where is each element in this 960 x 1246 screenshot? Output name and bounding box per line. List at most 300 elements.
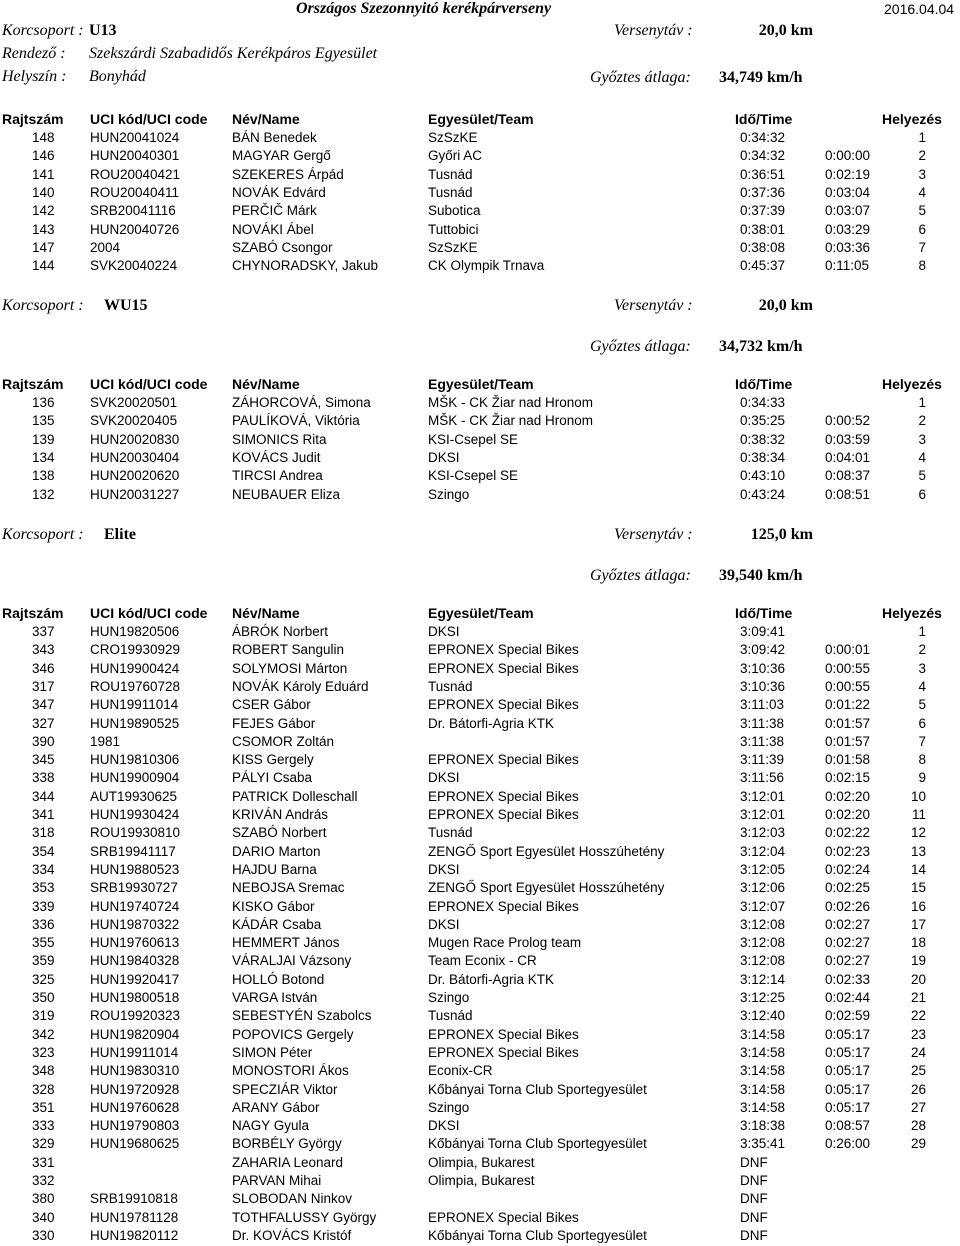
column-header-helyezes: Helyezés [882,605,942,621]
cell-team: DKSI [428,916,460,932]
cell-team: Tusnád [428,166,473,182]
cell-rajtszam: 355 [32,935,55,951]
cell-team: DKSI [428,861,460,877]
cell-gap: 0:02:59 [825,1008,871,1024]
cell-team: ZENGŐ Sport Egyesület Hosszúhetény [428,880,665,896]
cell-gap: 0:02:20 [825,807,871,822]
cell-name: KOVÁCS Judit [232,449,321,465]
cell-rank: 13 [910,843,926,859]
cell-time: 3:35:41 [740,1136,786,1152]
cell-team: EPRONEX Special Bikes [428,1209,579,1225]
rendezo-value: Szekszárdi Szabadidős Kerékpáros Egyesület [89,45,378,62]
cell-uci-code: 1981 [90,733,121,749]
table-row [0,770,960,788]
cell-time: 0:35:25 [740,413,786,429]
cell-time: 3:14:58 [740,1099,786,1115]
table-row [0,130,960,148]
cell-rank: 26 [910,1081,926,1097]
cell-rank: 23 [910,1026,926,1042]
cell-rajtszam: 132 [32,486,55,502]
cell-rajtszam: 346 [32,660,55,676]
cell-rank: 3 [918,660,926,676]
cell-uci-code: HUN19820506 [90,624,180,639]
cell-rank: 22 [910,1008,926,1024]
cell-uci-code: HUN19790803 [90,1118,180,1134]
column-header-uci: UCI kód/UCI code [90,605,208,621]
cell-rank: 17 [910,916,926,932]
table-row [0,990,960,1008]
table-row [0,752,960,770]
cell-rajtszam: 348 [32,1063,55,1079]
cell-gap: 0:02:25 [825,880,871,896]
table-row [0,807,960,825]
cell-name: HAJDU Barna [232,861,317,877]
cell-name: TOTHFALUSSY György [232,1209,377,1225]
cell-rank: 2 [918,413,926,429]
table-row [0,862,960,880]
cell-gap: 0:08:37 [825,468,871,484]
rendezo-label: Rendező : [2,45,66,62]
versenytav-label: Versenytáv : [614,526,693,543]
winner-average-value: 39,540 km/h [719,567,803,584]
cell-rank: 2 [918,642,926,658]
cell-rajtszam: 342 [32,1026,55,1042]
table-row [0,734,960,752]
cell-team: Tusnád [428,184,473,200]
korcsoport-label: Korcsoport : [2,22,84,39]
cell-uci-code: HUN19760613 [90,935,180,951]
cell-rank: 27 [910,1099,926,1115]
cell-gap: 0:03:59 [825,431,871,447]
cell-team: Dr. Bátorfi-Agria KTK [428,971,555,987]
table-row [0,1082,960,1100]
cell-gap: 0:08:51 [825,486,871,502]
cell-team: EPRONEX Special Bikes [428,660,579,676]
cell-uci-code: HUN19810306 [90,752,180,768]
cell-uci-code: HUN20020620 [90,468,180,484]
cell-uci-code: ROU19930810 [90,825,181,841]
column-header-ido: Idő/Time [735,605,793,621]
cell-uci-code: HUN19911014 [90,697,179,713]
cell-name: DARIO Marton [232,843,321,859]
cell-name: NOVÁKI Ábel [232,221,314,237]
cell-time: 3:12:01 [740,807,786,822]
cell-time: 3:10:36 [740,660,786,676]
cell-team: Szingo [428,990,470,1005]
cell-uci-code: HUN19840328 [90,953,180,969]
cell-team: Dr. Bátorfi-Agria KTK [428,715,555,731]
cell-time: 3:11:39 [740,752,785,768]
cell-rajtszam: 319 [32,1008,55,1024]
cell-rajtszam: 350 [32,990,55,1005]
cell-uci-code: SRB19941117 [90,843,176,859]
cell-rank: 19 [910,953,926,969]
cell-gap: 0:03:36 [825,239,871,255]
cell-rajtszam: 144 [32,258,55,274]
cell-gap: 0:01:58 [825,752,871,768]
column-header-helyezes: Helyezés [882,376,942,392]
cell-uci-code: HUN19900424 [90,660,180,676]
cell-rank: 5 [918,468,926,484]
cell-uci-code: HUN19870322 [90,916,180,932]
cell-uci-code: HUN20030404 [90,449,180,465]
cell-gap: 0:05:17 [825,1026,871,1042]
cell-rajtszam: 318 [32,825,55,841]
cell-team: DKSI [428,449,460,465]
table-row [0,1045,960,1063]
table-row [0,642,960,660]
cell-rank: 6 [918,715,926,731]
cell-time: 3:11:03 [740,697,785,713]
cell-team: Tusnád [428,678,473,694]
document-title: Országos Szezonnyitó kerékpárverseny [296,0,552,17]
table-row [0,716,960,734]
cell-rajtszam: 351 [32,1099,55,1115]
cell-gap: 0:03:04 [825,184,871,200]
table-row [0,1210,960,1228]
table-row [0,185,960,203]
cell-gap: 0:02:19 [825,166,871,182]
cell-rajtszam: 330 [32,1227,55,1243]
cell-name: SZABÓ Csongor [232,239,333,255]
cell-time: DNF [740,1191,768,1207]
cell-uci-code: HUN20041024 [90,130,180,145]
cell-team: Győri AC [428,148,483,164]
cell-team: MŠK - CK Žiar nad Hronom [428,395,594,410]
table-row [0,624,960,642]
cell-rajtszam: 325 [32,971,55,987]
cell-rajtszam: 344 [32,788,55,804]
cell-team: Team Econix - CR [428,953,537,969]
table-row [0,1191,960,1209]
cell-name: MAGYAR Gergő [232,148,331,164]
table-row [0,450,960,468]
cell-gap: 0:00:55 [825,678,871,694]
cell-team: EPRONEX Special Bikes [428,788,579,804]
cell-time: 3:18:38 [740,1118,786,1134]
cell-time: 3:12:14 [740,971,786,987]
table-row [0,487,960,505]
cell-time: 0:38:34 [740,449,786,465]
cell-name: NOVÁK Károly Eduárd [232,678,369,694]
column-header-team: Egyesület/Team [428,111,534,127]
table-row [0,953,960,971]
table-row [0,240,960,258]
cell-rank: 3 [918,431,926,447]
cell-uci-code: HUN19800518 [90,990,180,1005]
cell-name: SZABÓ Norbert [232,825,327,841]
column-header-rajtszam: Rajtszám [2,376,64,392]
cell-rajtszam: 380 [32,1191,55,1207]
cell-uci-code: AUT19930625 [90,788,178,804]
cell-name: CHYNORADSKY, Jakub [232,258,379,274]
cell-gap: 0:02:26 [825,898,871,914]
cell-name: NAGY Gyula [232,1118,310,1134]
cell-rajtszam: 359 [32,953,55,969]
column-header-team: Egyesület/Team [428,605,534,621]
cell-time: 0:45:37 [740,258,786,274]
cell-name: TIRCSI Andrea [232,468,323,484]
column-header-uci: UCI kód/UCI code [90,376,208,392]
cell-time: 3:11:56 [740,770,785,786]
cell-team: DKSI [428,770,460,786]
table-row [0,697,960,715]
table-row [0,1063,960,1081]
cell-uci-code: HUN20040726 [90,221,180,237]
cell-team: Tusnád [428,1008,473,1024]
cell-uci-code: HUN20031227 [90,486,180,502]
korcsoport-label: Korcsoport : [2,526,84,543]
cell-name: FEJES Gábor [232,715,316,731]
cell-uci-code: HUN19820904 [90,1026,180,1042]
cell-rank: 4 [918,184,926,200]
column-header-ido: Idő/Time [735,376,793,392]
cell-gap: 0:02:24 [825,861,871,877]
cell-uci-code: HUN19720928 [90,1081,180,1097]
cell-rank: 11 [911,807,926,822]
cell-gap: 0:04:01 [825,449,871,465]
cell-rank: 14 [910,861,926,877]
cell-name: Dr. KOVÁCS Kristóf [232,1227,352,1243]
cell-gap: 0:00:01 [825,642,871,658]
cell-team: CK Olympik Trnava [428,258,545,274]
cell-uci-code: HUN19900904 [90,770,180,786]
cell-time: 0:34:32 [740,148,786,164]
cell-rajtszam: 353 [32,880,55,896]
table-row [0,972,960,990]
cell-time: 3:14:58 [740,1081,786,1097]
cell-uci-code: HUN20040301 [90,148,180,164]
cell-gap: 0:05:17 [825,1099,871,1115]
cell-uci-code: ROU20040421 [90,166,181,182]
table-row [0,395,960,413]
cell-gap: 0:03:07 [825,203,871,219]
cell-gap: 0:05:17 [825,1081,871,1097]
column-header-uci: UCI kód/UCI code [90,111,208,127]
cell-team: KSI-Csepel SE [428,468,519,484]
cell-uci-code: SVK20040224 [90,258,178,274]
cell-team: SzSzKE [428,130,478,145]
cell-gap: 0:05:17 [825,1063,871,1079]
table-row [0,789,960,807]
cell-name: CSOMOR Zoltán [232,733,335,749]
cell-rank: 18 [910,935,926,951]
cell-uci-code: SRB19930727 [90,880,178,896]
cell-time: 0:36:51 [740,166,786,182]
cell-rajtszam: 336 [32,916,55,932]
cell-time: 3:09:41 [740,624,786,639]
column-header-rajtszam: Rajtszám [2,111,64,127]
cell-rank: 3 [918,166,926,182]
cell-name: SZEKERES Árpád [232,166,344,182]
cell-name: KISS Gergely [232,752,314,768]
distance-value: 20,0 km [758,297,813,314]
table-row [0,1173,960,1191]
table-row [0,413,960,431]
cell-rajtszam: 345 [32,752,55,768]
cell-rank: 1 [918,130,926,145]
cell-rank: 25 [910,1063,926,1079]
cell-rajtszam: 147 [32,239,55,255]
cell-time: 0:43:10 [740,468,786,484]
cell-uci-code: HUN19911014 [90,1044,179,1060]
gyoztes-atlaga-label: Győztes átlaga: [590,567,691,584]
cell-team: KSI-Csepel SE [428,431,519,447]
column-header-nev: Név/Name [232,111,300,127]
cell-time: 3:12:05 [740,861,786,877]
column-header-nev: Név/Name [232,376,300,392]
cell-rajtszam: 354 [32,843,55,859]
cell-uci-code: ROU20040411 [90,184,180,200]
cell-team: Tusnád [428,825,473,841]
cell-gap: 0:02:27 [825,953,871,969]
cell-time: 3:12:01 [740,788,786,804]
cell-name: HOLLÓ Botond [232,971,325,987]
cell-time: 3:11:38 [740,715,785,731]
cell-time: 3:10:36 [740,678,786,694]
cell-rank: 21 [910,990,926,1005]
cell-time: 3:12:08 [740,916,786,932]
cell-name: CSER Gábor [232,697,311,713]
cell-rajtszam: 327 [32,715,55,731]
cell-team: EPRONEX Special Bikes [428,752,579,768]
cell-rajtszam: 329 [32,1136,55,1152]
cell-uci-code: HUN19830310 [90,1063,180,1079]
cell-team: MŠK - CK Žiar nad Hronom [428,413,594,429]
cell-time: DNF [740,1209,768,1225]
cell-rajtszam: 135 [32,413,55,429]
cell-rank: 15 [910,880,926,896]
cell-time: 0:38:01 [740,221,786,237]
cell-name: ARANY Gábor [232,1099,320,1115]
table-row [0,167,960,185]
cell-uci-code: ROU19920323 [90,1008,181,1024]
cell-team: EPRONEX Special Bikes [428,898,579,914]
table-row [0,899,960,917]
cell-uci-code: SRB20041116 [90,203,176,219]
cell-time: DNF [740,1227,768,1243]
cell-uci-code: HUN19890525 [90,715,180,731]
cell-name: KÁDÁR Csaba [232,916,322,932]
document-date: 2016.04.04 [884,1,955,17]
cell-team: ZENGŐ Sport Egyesület Hosszúhetény [428,843,665,859]
cell-time: DNF [740,1173,768,1188]
table-row [0,661,960,679]
cell-time: 3:12:08 [740,935,786,951]
cell-gap: 0:02:23 [825,843,871,859]
cell-rajtszam: 331 [32,1154,55,1170]
cell-name: PERČIČ Márk [232,203,317,219]
cell-rank: 8 [918,258,926,274]
cell-time: 3:12:03 [740,825,786,841]
column-header-ido: Idő/Time [735,111,793,127]
cell-name: ZAHARIA Leonard [232,1154,344,1170]
cell-rank: 6 [918,221,926,237]
cell-team: Econix-CR [428,1063,493,1079]
cell-time: 3:12:07 [740,898,786,914]
table-row [0,468,960,486]
table-header [0,111,960,129]
cell-team: Olimpia, Bukarest [428,1173,535,1188]
versenytav-label: Versenytáv : [614,22,693,39]
cell-name: KRIVÁN András [232,807,329,822]
table-row [0,432,960,450]
cell-uci-code: HUN19740724 [90,898,180,914]
winner-average-value: 34,749 km/h [719,69,803,86]
cell-name: VÁRALJAI Vázsony [232,953,352,969]
cell-name: ÁBRÓK Norbert [232,624,329,639]
cell-time: 0:37:39 [740,203,786,219]
cell-name: SEBESTYÉN Szabolcs [232,1008,372,1024]
cell-time: 3:14:58 [740,1026,786,1042]
cell-time: 0:38:32 [740,431,786,447]
cell-rajtszam: 340 [32,1209,55,1225]
table-row [0,917,960,935]
cell-gap: 0:05:17 [825,1044,871,1060]
cell-rajtszam: 140 [32,184,55,200]
cell-team: Kőbányai Torna Club Sportegyesület [428,1136,647,1152]
cell-name: PARVAN Mihai [232,1173,322,1188]
cell-name: SPECZIÁR Viktor [232,1081,338,1097]
cell-gap: 0:01:57 [825,715,871,731]
cell-rajtszam: 139 [32,431,55,447]
table-row [0,258,960,276]
cell-rank: 24 [910,1044,926,1060]
cell-team: EPRONEX Special Bikes [428,807,579,822]
cell-gap: 0:00:52 [825,413,871,429]
cell-team: Olimpia, Bukarest [428,1154,535,1170]
cell-rank: 5 [918,203,926,219]
cell-time: 3:11:38 [740,733,785,749]
korcsoport-label: Korcsoport : [2,297,84,314]
table-row [0,1100,960,1118]
table-row [0,880,960,898]
cell-rajtszam: 148 [32,130,55,145]
table-row [0,1155,960,1173]
cell-uci-code: HUN19930424 [90,807,180,822]
table-row [0,203,960,221]
cell-uci-code: ROU19760728 [90,678,181,694]
cell-team: Szingo [428,1099,470,1115]
cell-name: NEBOJSA Sremac [232,880,345,896]
cell-rank: 16 [910,898,926,914]
cell-rank: 8 [918,752,926,768]
cell-team: EPRONEX Special Bikes [428,642,579,658]
cell-gap: 0:02:27 [825,935,871,951]
table-row [0,148,960,166]
cell-rajtszam: 333 [32,1118,55,1134]
cell-rajtszam: 317 [32,678,55,694]
cell-rajtszam: 337 [32,624,55,639]
cell-rank: 9 [918,770,926,786]
cell-gap: 0:01:22 [825,697,871,713]
cell-time: 0:34:33 [740,395,786,410]
cell-name: PATRICK Dolleschall [232,788,358,804]
cell-time: DNF [740,1154,768,1170]
cell-rajtszam: 328 [32,1081,55,1097]
table-row [0,1228,960,1246]
cell-rajtszam: 146 [32,148,55,164]
cell-gap: 0:00:00 [825,148,871,164]
cell-rank: 1 [918,624,926,639]
cell-rajtszam: 136 [32,395,55,410]
cell-team: Subotica [428,203,481,219]
cell-team: Kőbányai Torna Club Sportegyesület [428,1227,647,1243]
cell-time: 0:38:08 [740,239,786,255]
cell-team: DKSI [428,1118,460,1134]
cell-gap: 0:02:20 [825,788,871,804]
cell-name: SOLYMOSI Márton [232,660,348,676]
